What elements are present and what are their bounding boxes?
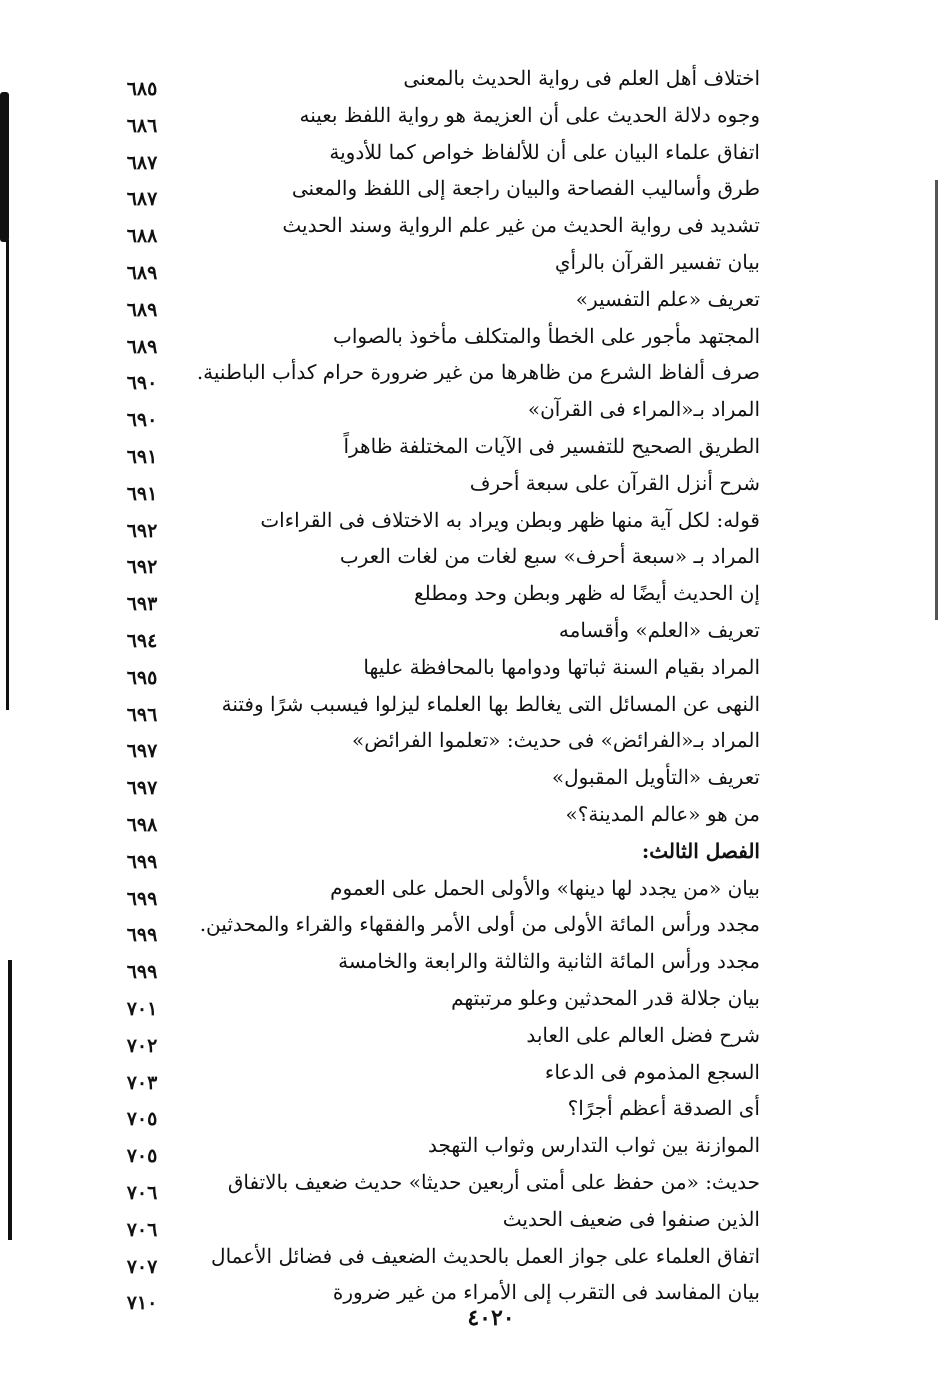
toc-entry-title: شرح أنزل القرآن على سبعة أحرف: [469, 470, 760, 495]
toc-entry-title: اختلاف أهل العلم فى رواية الحديث بالمعنى: [403, 66, 760, 90]
toc-entry-title: الذين صنفوا فى ضعيف الحديث: [502, 1206, 760, 1231]
toc-entry-title: من هو «عالم المدينة؟»: [565, 801, 760, 826]
toc-entry-page: ٧٠٧: [126, 1255, 158, 1278]
toc-entry: [100, 910, 800, 947]
toc-entry: [100, 690, 800, 727]
toc-entry-title: الطريق الصحيح للتفسير فى الآيات المختلفة ظاهراً: [343, 433, 760, 458]
toc-entry: [100, 101, 800, 138]
toc-entry-title: بيان «من يجدد لها دينها» والأولى الحمل على العموم: [330, 875, 760, 900]
toc-entry-page: ٦٩٩: [126, 924, 158, 947]
toc-entry-title: المجتهد مأجور على الخطأ والمتكلف مأخوذ بالصواب: [333, 323, 760, 348]
toc-entry: [100, 800, 800, 837]
toc-entry-page: ٦٨٥: [126, 78, 158, 100]
toc-entry: [100, 469, 800, 506]
toc-entry-page: ٧٠١: [126, 997, 158, 1020]
toc-entry-page: ٦٩٨: [126, 813, 158, 836]
toc-entry-page: ٧١٠: [126, 1292, 158, 1315]
toc-entry: [100, 1058, 800, 1095]
toc-entry-title: اتفاق علماء البيان على أن للألفاظ خواص كما للأدوية: [329, 139, 760, 164]
toc-entry: [100, 542, 800, 579]
toc-entry: [100, 653, 800, 690]
toc-entry-page: ٦٨٨: [126, 225, 158, 248]
toc-entry-title: تعريف «العلم» وأقسامه: [558, 617, 760, 642]
toc-entry-title: الموازنة بين ثواب التدارس وثواب التهجد: [427, 1133, 760, 1158]
toc-entry-page: ٧٠٣: [126, 1071, 158, 1094]
scan-edge-line: [6, 240, 9, 710]
toc-entry-page: ٦٨٩: [126, 298, 158, 321]
toc-entry-title: بيان تفسير القرآن بالرأي: [554, 249, 760, 274]
toc-entry: [100, 1021, 800, 1058]
toc-entry-title: صرف ألفاظ الشرع من ظاهرها من غير ضرورة حرام كدأب الباطنية.: [196, 360, 760, 385]
toc-entry-title: قوله: لكل آية منها ظهر وبطن ويراد به الاختلاف فى القراءات: [260, 507, 760, 532]
toc-entry: [100, 616, 800, 653]
toc-entry-title: مجدد ورأس المائة الثانية والثالثة والرابعة والخامسة: [338, 949, 760, 974]
toc-entry-page: ٦٩٠: [126, 409, 158, 432]
toc-entry-title: تشديد فى رواية الحديث من غير علم الرواية وسند الحديث: [282, 213, 760, 238]
toc-entry: [100, 1242, 800, 1279]
toc-entry: [100, 395, 800, 432]
table-of-contents: [100, 64, 800, 1315]
toc-entry-title: إن الحديث أيضًا له ظهر وبطن وحد ومطلع: [414, 581, 760, 606]
toc-entry: [100, 211, 800, 248]
toc-entry-title: المراد بقيام السنة ثباتها ودوامها بالمحافظة عليها: [363, 654, 760, 679]
scan-edge-shadow: [0, 92, 9, 242]
toc-entry-page: ٦٩١: [126, 445, 158, 468]
toc-entry: [100, 1131, 800, 1168]
toc-entry-page: ٦٩٥: [126, 666, 158, 689]
toc-entry: [100, 138, 800, 175]
scan-edge-line: [935, 180, 938, 620]
toc-entry-title: المراد بـ «سبعة أحرف» سبع لغات من لغات العرب: [339, 544, 760, 569]
toc-entry-title: اتفاق العلماء على جواز العمل بالحديث الضعيف فى فضائل الأعمال: [211, 1243, 760, 1268]
toc-entry-title: حديث: «من حفظ على أمتى أربعين حديثا» حديث ضعيف بالاتفاق: [227, 1169, 760, 1194]
toc-entry-title: النهى عن المسائل التى يغالط بها العلماء ليزلوا فيسبب شرًا وفتنة: [221, 691, 760, 716]
toc-entry-page: ٦٩١: [126, 482, 158, 505]
toc-entry: [100, 1168, 800, 1205]
toc-entry-title: مجدد ورأس المائة الأولى من أولى الأمر والفقهاء والقراء والمحدثين.: [199, 912, 760, 937]
toc-entry: [100, 579, 800, 616]
toc-entry-page: ٦٩٩: [126, 850, 158, 873]
toc-entry-page: ٦٩٢: [126, 556, 158, 579]
toc-entry-page: ٦٩٢: [126, 519, 158, 542]
toc-entry-title: وجوه دلالة الحديث على أن العزيمة هو رواية اللفظ بعينه: [299, 102, 760, 127]
toc-entry: [100, 1205, 800, 1242]
toc-entry-title: المراد بـ«المراء فى القرآن»: [527, 397, 760, 422]
toc-entry: [100, 248, 800, 285]
toc-entry: [100, 506, 800, 543]
toc-entry-page: ٦٨٧: [126, 151, 158, 174]
toc-entry-page: ٧٠٥: [126, 1108, 158, 1131]
section-heading: الفصل الثالث:: [641, 838, 760, 863]
toc-entry-title: طرق وأساليب الفصاحة والبيان راجعة إلى اللفظ والمعنى: [291, 176, 760, 201]
toc-entry-page: ٦٩٩: [126, 887, 158, 910]
toc-entry: [100, 64, 800, 101]
toc-entry-page: ٦٩٩: [126, 961, 158, 984]
toc-entry: [100, 837, 800, 874]
toc-entry-title: المراد بـ«الفرائض» فى حديث: «تعلموا الفرائض»: [351, 728, 760, 753]
toc-entry-page: ٦٩٧: [126, 777, 158, 800]
toc-entry: [100, 1094, 800, 1131]
toc-entry-page: ٦٩٧: [126, 740, 158, 763]
toc-entry-page: ٧٠٦: [126, 1218, 158, 1241]
toc-entry-title: شرح فضل العالم على العابد: [526, 1022, 760, 1047]
toc-entry: [100, 763, 800, 800]
page-number: ٤٠٢٠: [467, 1305, 515, 1331]
toc-entry: [100, 285, 800, 322]
toc-entry: [100, 947, 800, 984]
toc-entry-page: ٦٩٦: [126, 703, 158, 726]
scan-edge-line: [8, 960, 12, 1240]
toc-entry: [100, 432, 800, 469]
toc-entry-title: بيان جلالة قدر المحدثين وعلو مرتبتهم: [451, 985, 760, 1010]
toc-entry-title: تعريف «التأويل المقبول»: [551, 765, 760, 790]
toc-entry-page: ٦٨٩: [126, 335, 158, 358]
toc-entry-page: ٦٩٣: [126, 593, 158, 616]
toc-entry: [100, 358, 800, 395]
toc-entry-page: ٧٠٢: [126, 1034, 158, 1057]
toc-entry: [100, 174, 800, 211]
toc-entry-title: أى الصدقة أعظم أجرًا؟: [567, 1096, 760, 1121]
toc-entry-page: ٧٠٥: [126, 1145, 158, 1168]
toc-entry-title: السجع المذموم فى الدعاء: [544, 1059, 760, 1084]
toc-entry: [100, 726, 800, 763]
toc-entry-page: ٦٨٩: [126, 261, 158, 284]
toc-entry-page: ٦٩٠: [126, 372, 158, 395]
toc-entry-page: ٦٨٧: [126, 188, 158, 211]
toc-entry-page: ٦٩٤: [126, 629, 158, 652]
toc-entry-page: ٦٨٦: [126, 114, 158, 137]
toc-entry-page: ٧٠٦: [126, 1181, 158, 1204]
toc-entry: [100, 984, 800, 1021]
toc-entry-title: بيان المفاسد فى التقرب إلى الأمراء من غير ضرورة: [332, 1280, 760, 1305]
toc-entry: [100, 322, 800, 359]
toc-entry-title: تعريف «علم التفسير»: [575, 286, 760, 311]
toc-entry: [100, 874, 800, 911]
